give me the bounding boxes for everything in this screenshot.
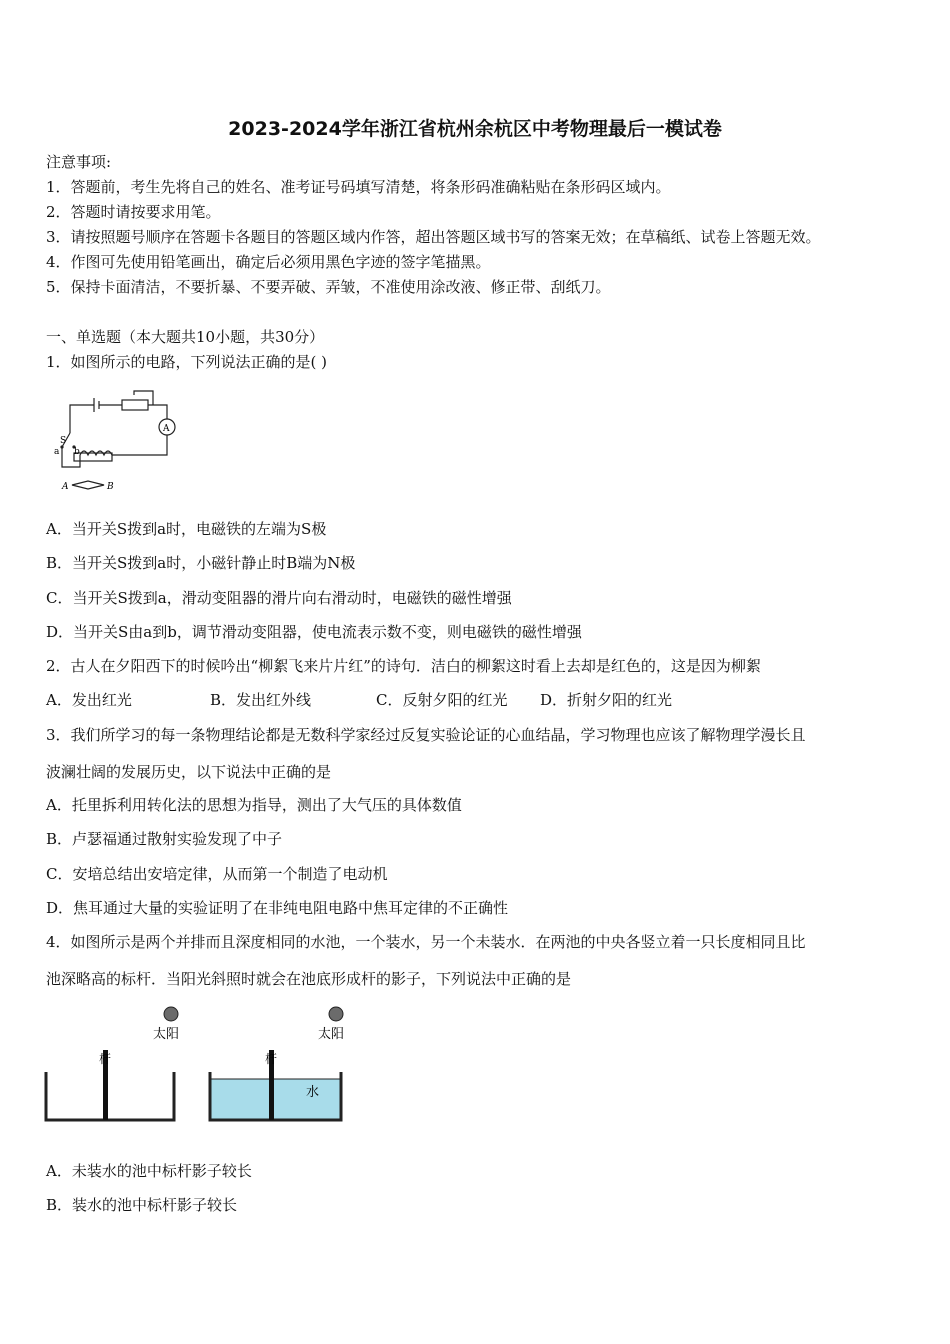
q3-stem: 3．我们所学习的每一条物理结论都是无数科学家经过反复实验论证的心血结晶，学习物理也应该了解物理学漫长且 [46,726,806,744]
q1-circuit-figure [50,385,190,495]
water-label: 水 [306,1085,320,1100]
q1-stem: 1．如图所示的电路，下列说法正确的是( ) [46,353,328,371]
sun-icon [164,1007,178,1021]
pole-label-left: 杆 [99,1052,112,1066]
section-heading: 一、单选题（本大题共10小题，共30分） [46,328,325,346]
q2-stem: 2．古人在夕阳西下的时候吟出“柳絮飞来片片红”的诗句．洁白的柳絮这时看上去却是红色的，这是因为柳絮 [46,657,761,675]
notice-item: 5．保持卡面清洁，不要折暴、不要弄破、弄皱，不准使用涂改液、修正带、刮纸刀。 [46,278,611,296]
q2-option: D．折射夕阳的红光 [540,691,673,709]
notice-item: 3．请按照题号顺序在答题卡各题目的答题区域内作答，超出答题区域书写的答案无效；在草稿纸、试卷上答题无效。 [46,228,821,246]
label-b: b [74,447,80,457]
notice-item: 2．答题时请按要求用笔。 [46,203,221,221]
q2-options [46,690,746,710]
notice-item: 4．作图可先使用铅笔画出，确定后必须用黑色字迹的签字笔描黑。 [46,253,491,271]
label-a: a [54,447,60,457]
label-ammeter: A [163,424,170,434]
notice-item: 1．答题前，考生先将自己的姓名、准考证号码填写清楚，将条形码准确粘贴在条形码区域内。 [46,178,671,196]
label-needle-b: B [107,482,114,492]
q2-option: C．反射夕阳的红光 [376,691,508,709]
empty-pool [46,1072,174,1120]
sun-label-right: 太阳 [318,1027,345,1042]
q3-stem: 波澜壮阔的发展历史，以下说法中正确的是 [46,763,332,781]
label-s: S [60,436,67,446]
page-title: 2023-2024学年浙江省杭州余杭区中考物理最后一模试卷 [228,118,722,140]
sun-label-left: 太阳 [153,1027,180,1042]
q4-stem: 4．如图所示是两个并排而且深度相同的水池，一个装水，另一个未装水．在两池的中央各竖立着一只长度相同且比 [46,933,806,951]
q3-option: A．托里拆利用转化法的思想为指导，测出了大气压的具体数值 [46,796,462,814]
sun-icon [329,1007,343,1021]
q1-option: B．当开关S拨到a时，小磁针静止时B端为N极 [46,554,356,572]
q3-option: D．焦耳通过大量的实验证明了在非纯电阻电路中焦耳定律的不正确性 [46,899,509,917]
q1-option: D．当开关S由a到b，调节滑动变阻器，使电流表示数不变，则电磁铁的磁性增强 [46,623,582,641]
q2-option: A．发出红光 [46,691,132,709]
q1-option: C．当开关S拨到a，滑动变阻器的滑片向右滑动时，电磁铁的磁性增强 [46,589,512,607]
q4-option: B．装水的池中标杆影子较长 [46,1196,238,1214]
q2-option: B．发出红外线 [210,691,312,709]
rheostat-slider [134,391,153,405]
pole-label-right: 杆 [265,1052,278,1066]
q4-stem: 池深略高的标杆．当阳光斜照时就会在池底形成杆的影子，下列说法中正确的是 [46,970,572,988]
q4-pools-figure [40,1000,360,1130]
water-fill [210,1079,341,1120]
rheostat-body [122,400,148,410]
label-needle-a: A [62,482,69,492]
q1-option: A．当开关S拨到a时，电磁铁的左端为S极 [46,520,327,538]
q3-option: C．安培总结出安培定律，从而第一个制造了电动机 [46,865,388,883]
q4-option: A．未装水的池中标杆影子较长 [46,1162,252,1180]
compass-needle [72,481,104,489]
notice-heading: 注意事项: [46,153,112,171]
q3-option: B．卢瑟福通过散射实验发现了中子 [46,830,283,848]
